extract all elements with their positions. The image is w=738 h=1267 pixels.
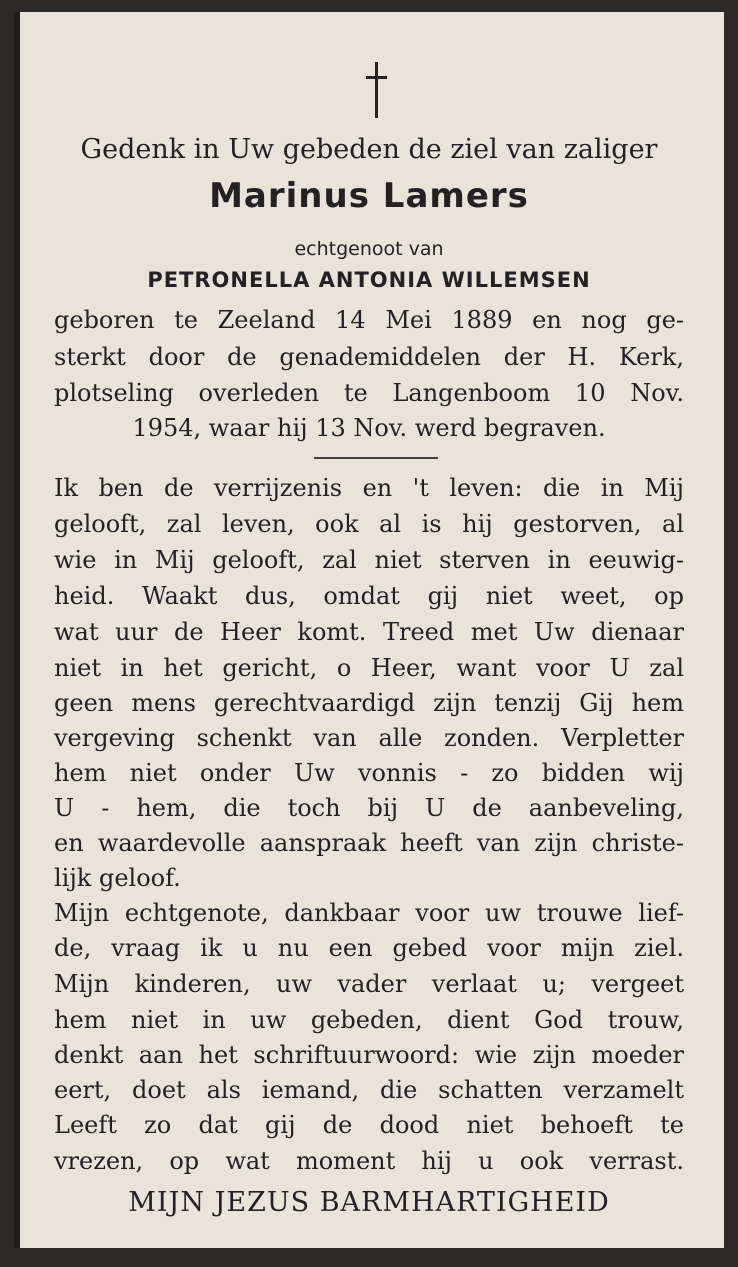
text-line: niet in het gericht, o Heer, want voor U zal bbox=[54, 654, 684, 682]
closing-motto: MIJN JEZUS BARMHARTIGHEID bbox=[128, 1187, 610, 1218]
text-line: eert, doet als iemand, die schatten verzamelt bbox=[54, 1076, 684, 1104]
text-line: lijk geloof. bbox=[54, 864, 181, 892]
deceased-name: Marinus Lamers bbox=[209, 176, 529, 216]
text-line: Mijn kinderen, uw vader verlaat u; vergeet bbox=[54, 970, 684, 998]
text-line: Mijn echtgenote, dankbaar voor uw trouwe lief- bbox=[54, 899, 684, 927]
text-line: Leeft zo dat gij de dood niet behoeft te bbox=[54, 1111, 684, 1139]
intro-line: Gedenk in Uw gebeden de ziel van zaliger bbox=[80, 134, 658, 165]
text-line: en waardevolle aanspraak heeft van zijn christe- bbox=[54, 829, 684, 857]
text-line: hem niet onder Uw vonnis - zo bidden wij bbox=[54, 759, 684, 787]
text-line: vrezen, op wat moment hij u ook verrast. bbox=[54, 1147, 684, 1175]
text-line: gelooft, zal leven, ook al is hij gestorven, al bbox=[54, 510, 684, 538]
text-line: heid. Waakt dus, omdat gij niet weet, op bbox=[54, 582, 684, 610]
text-line: geen mens gerechtvaardigd zijn tenzij Gij hem bbox=[54, 689, 684, 717]
divider bbox=[314, 457, 438, 459]
text-line: vergeving schenkt van alle zonden. Verpletter bbox=[54, 724, 684, 752]
text-line: Ik ben de verrijzenis en 't leven: die in Mij bbox=[54, 474, 684, 502]
spouse-name: PETRONELLA ANTONIA WILLEMSEN bbox=[147, 268, 591, 292]
text-line: hem niet in uw gebeden, dient God trouw, bbox=[54, 1006, 684, 1034]
bio-line: sterkt door de genademiddelen der H. Kerk, bbox=[54, 343, 684, 371]
text-line: U - hem, die toch bij U de aanbeveling, bbox=[54, 794, 684, 822]
text-line: wie in Mij gelooft, zal niet sterven in eeuwig- bbox=[54, 546, 684, 574]
text-line: wat uur de Heer komt. Treed met Uw dienaar bbox=[54, 618, 684, 646]
bio-line: geboren te Zeeland 14 Mei 1889 en nog ge- bbox=[54, 306, 684, 334]
text-line: denkt aan het schriftuurwoord: wie zijn moeder bbox=[54, 1041, 684, 1069]
bio-line: plotseling overleden te Langenboom 10 Nov. bbox=[54, 379, 684, 407]
relation-line: echtgenoot van bbox=[294, 238, 444, 260]
text-line: de, vraag ik u nu een gebed voor mijn ziel. bbox=[54, 934, 684, 962]
cross-icon bbox=[364, 62, 388, 124]
bio-line: 1954, waar hij 13 Nov. werd begraven. bbox=[132, 414, 606, 442]
memorial-card bbox=[14, 12, 724, 1248]
